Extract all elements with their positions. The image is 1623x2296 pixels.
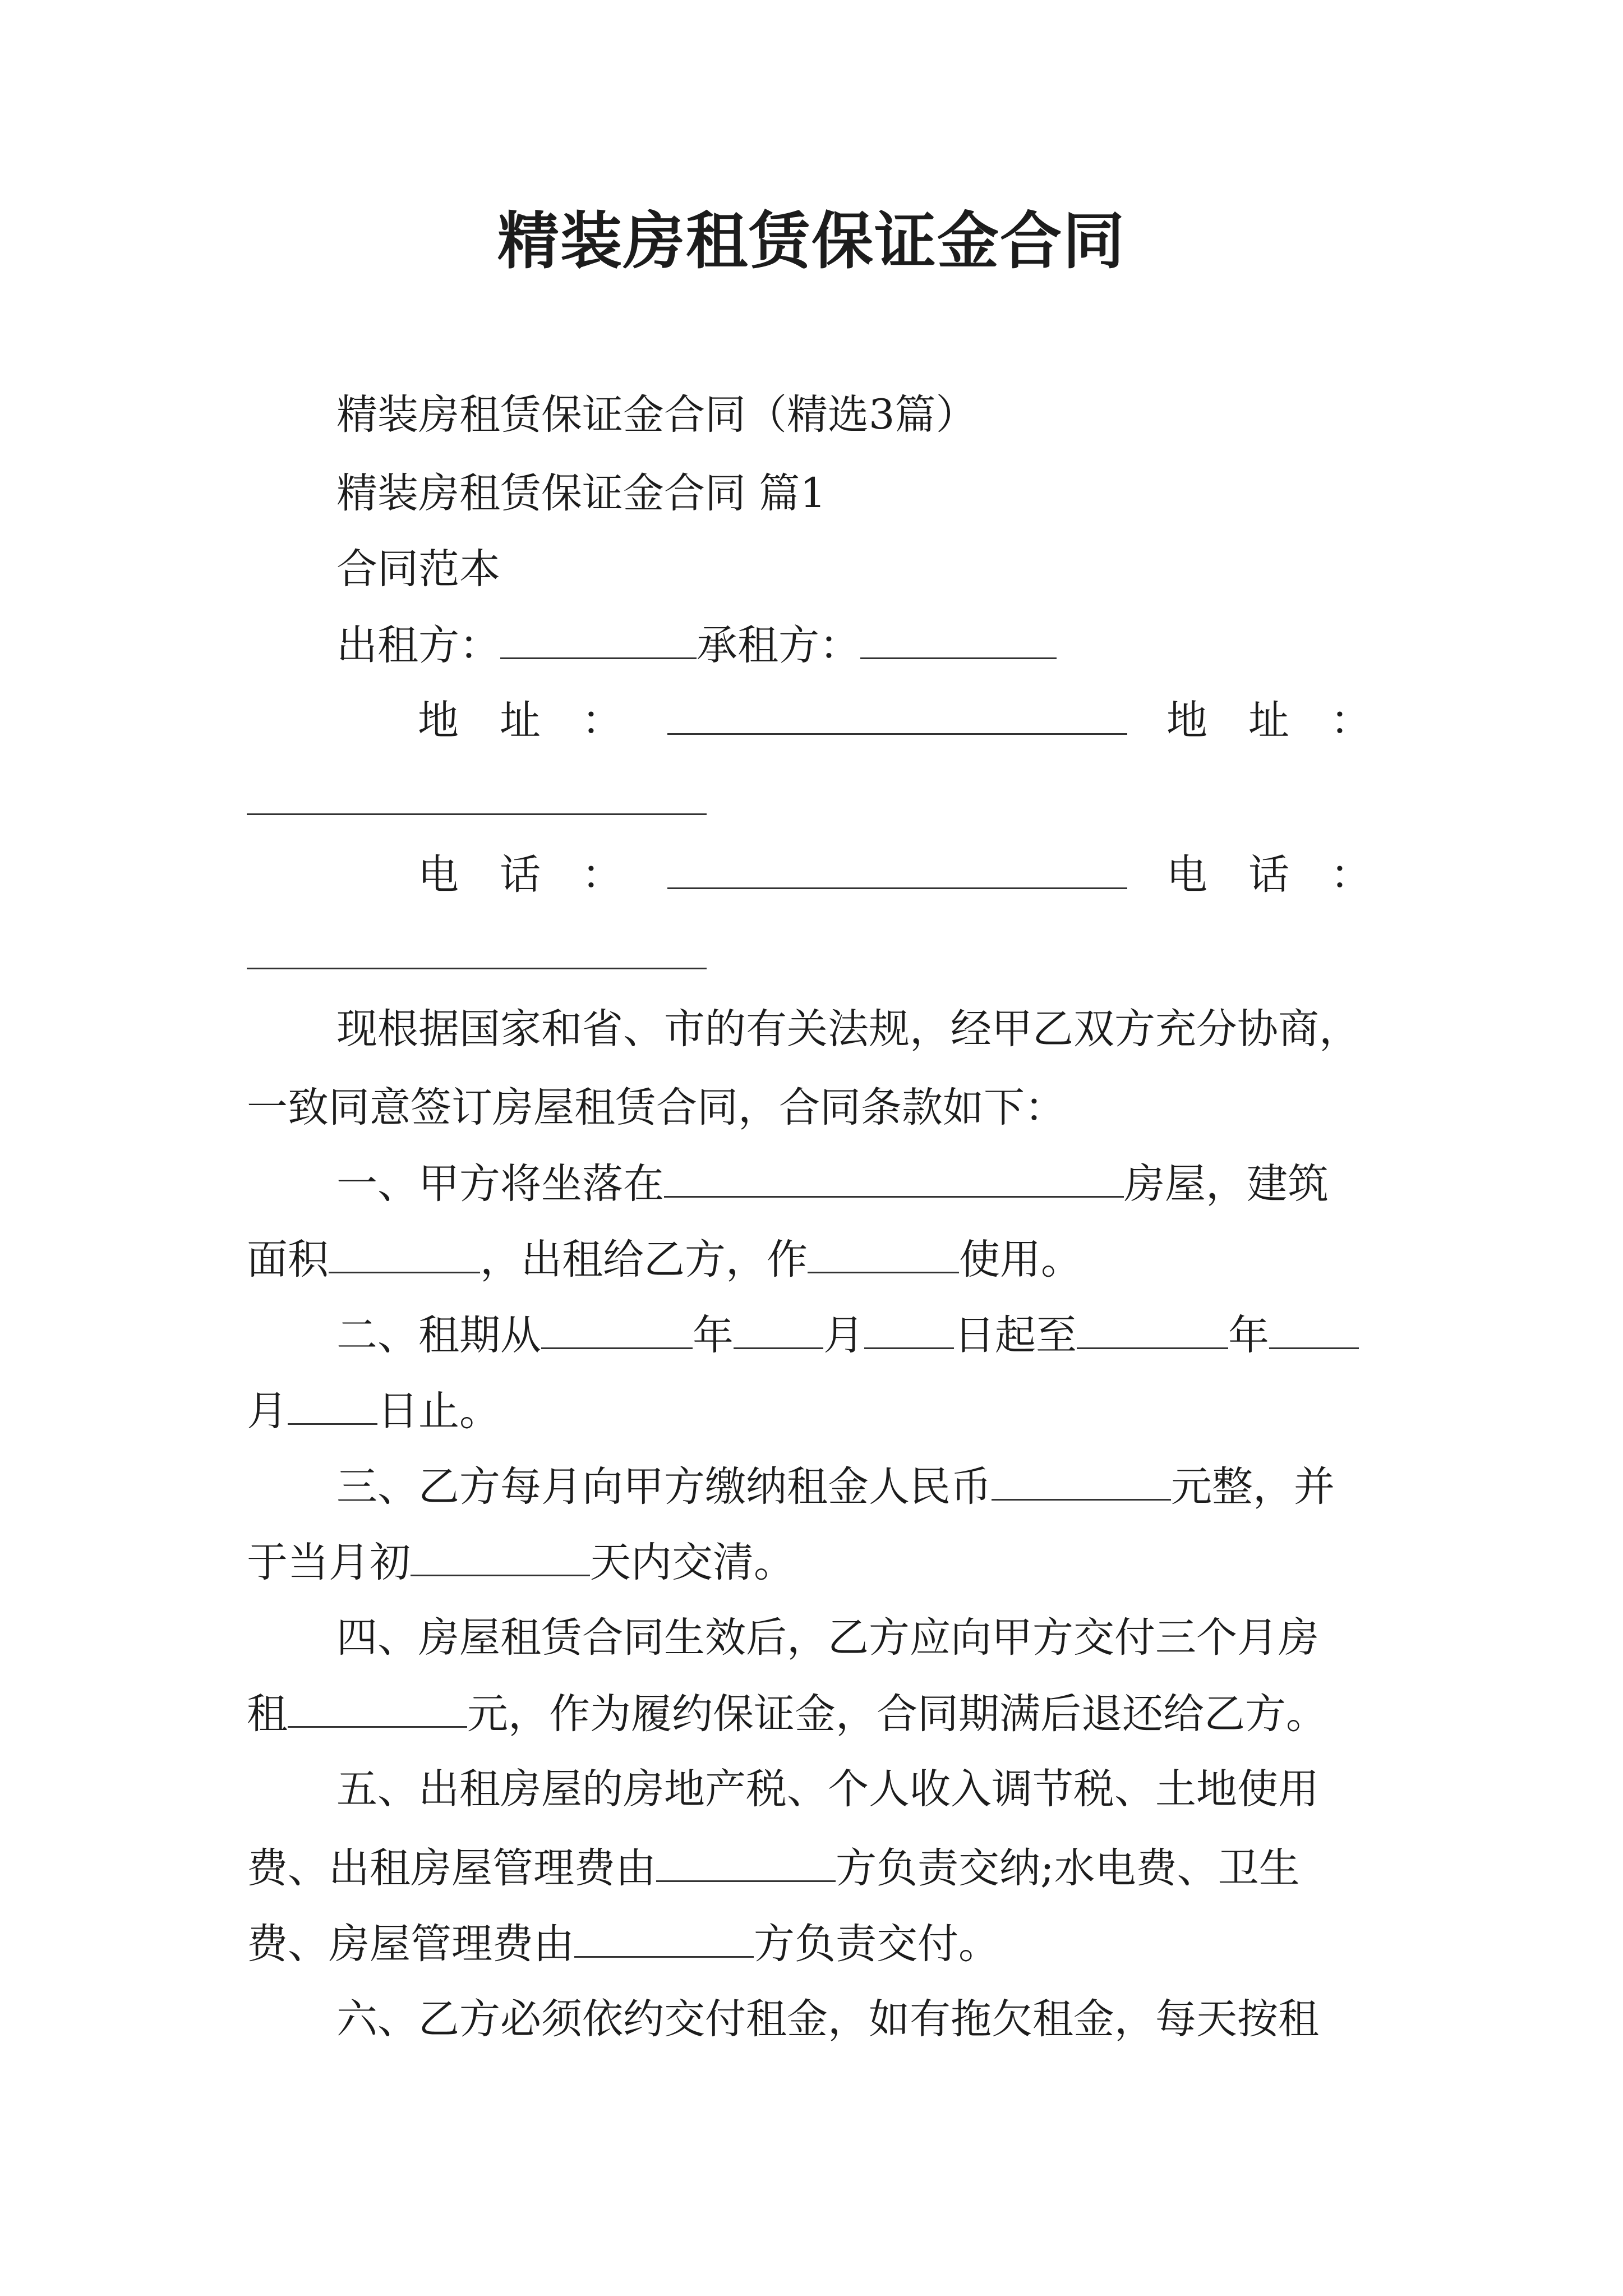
clause-3-text-d: 天内交清。 [590, 1539, 795, 1586]
area-blank[interactable] [329, 1231, 480, 1273]
clause-3-text-a: 三、乙方每月向甲方缴纳租金人民币 [336, 1463, 992, 1511]
clause-2-month: 月 [823, 1312, 864, 1359]
address-label-right: 地 址 ： [1166, 697, 1371, 744]
usage-blank[interactable] [808, 1231, 959, 1273]
clause-5-text-b: 费、出租房屋管理费由 [247, 1844, 656, 1892]
intro-line-2: 一致同意签订房屋租赁合同，合同条款如下： [247, 1084, 1066, 1131]
address-blank-left[interactable] [667, 693, 1127, 749]
clause-5-text-e: 方负责交付。 [754, 1920, 999, 1968]
deposit-amount-blank[interactable] [288, 1686, 467, 1728]
clause-5-text-d: 费、房屋管理费由 [247, 1920, 574, 1968]
intro-line-1: 现根据国家和省、市的有关法规，经甲乙双方充分协商， [336, 1005, 1360, 1053]
clause-2-text-a: 二、租期从 [336, 1312, 541, 1359]
clause-5-line-2 [247, 1840, 1300, 1897]
template-label: 合同范本 [336, 545, 500, 593]
phone-label-left: 电 话 ： [418, 851, 623, 899]
clause-2-day-end: 日止。 [377, 1387, 500, 1435]
clause-1-text-b: 房屋，建筑 [1124, 1160, 1329, 1208]
payment-days-blank[interactable] [411, 1534, 590, 1576]
clause-4-text-b: 租 [247, 1690, 288, 1738]
section-heading: 精装房租赁保证金合同 篇1 [336, 470, 826, 517]
clause-4-line-2 [247, 1686, 1327, 1742]
clause-5-line-1: 五、出租房屋的房地产税、个人收入调节税、土地使用 [336, 1765, 1319, 1813]
start-month-blank[interactable] [734, 1307, 823, 1349]
clause-4-text-c: 元，作为履约保证金，合同期满后退还给乙方。 [467, 1690, 1327, 1738]
phone-blank-right[interactable] [247, 968, 707, 969]
start-year-blank[interactable] [541, 1307, 693, 1349]
clause-3-line-1 [336, 1458, 1335, 1515]
clause-2-year-2: 年 [1228, 1312, 1269, 1359]
clause-2-month-2: 月 [247, 1387, 288, 1435]
location-blank[interactable] [664, 1156, 1124, 1198]
phone-blank-left[interactable] [667, 847, 1127, 904]
clause-1-line-2 [247, 1231, 1082, 1288]
lessee-label: 承租方： [697, 622, 860, 669]
clause-2-line-2 [247, 1383, 500, 1439]
clause-1-text-d: ，出租给乙方，作 [480, 1236, 808, 1283]
phone-label-right: 电 话 ： [1166, 851, 1371, 899]
clause-6-line-1: 六、乙方必须依约交付租金，如有拖欠租金，每天按租 [336, 1995, 1319, 2043]
clause-1-text-c: 面积 [247, 1236, 329, 1283]
clause-2-year: 年 [693, 1312, 734, 1359]
utility-party-blank[interactable] [574, 1916, 754, 1958]
clause-1-text-e: 使用。 [959, 1236, 1082, 1283]
rent-amount-blank[interactable] [992, 1458, 1171, 1501]
address-blank-right[interactable] [247, 813, 707, 815]
clause-2-day-from: 日起至 [954, 1312, 1077, 1359]
end-day-blank[interactable] [288, 1383, 377, 1425]
clause-3-text-c: 于当月初 [247, 1539, 411, 1586]
subtitle: 精装房租赁保证金合同（精选3篇） [336, 391, 977, 439]
end-year-blank[interactable] [1077, 1307, 1228, 1349]
end-month-blank-a[interactable] [1269, 1307, 1359, 1349]
clause-5-line-3 [247, 1916, 999, 1972]
clause-2-line-1 [336, 1307, 1359, 1364]
clause-4-line-1: 四、房屋租赁合同生效后，乙方应向甲方交付三个月房 [336, 1614, 1319, 1662]
address-label-left: 地 址 ： [418, 697, 623, 744]
lessor-label: 出租方： [336, 622, 500, 669]
clause-3-line-2 [247, 1534, 795, 1591]
parties-line [336, 617, 1057, 674]
clause-1-text-a: 一、甲方将坐落在 [336, 1160, 664, 1208]
document-title: 精装房租赁保证金合同 [497, 205, 1126, 277]
start-day-blank[interactable] [864, 1307, 954, 1349]
clause-5-text-c: 方负责交纳;水电费、卫生 [836, 1844, 1300, 1892]
clause-1-line-1 [336, 1156, 1329, 1212]
tax-party-blank[interactable] [656, 1840, 836, 1882]
clause-3-text-b: 元整，并 [1171, 1463, 1335, 1511]
lessee-blank[interactable] [860, 617, 1057, 659]
lessor-blank[interactable] [500, 617, 697, 659]
